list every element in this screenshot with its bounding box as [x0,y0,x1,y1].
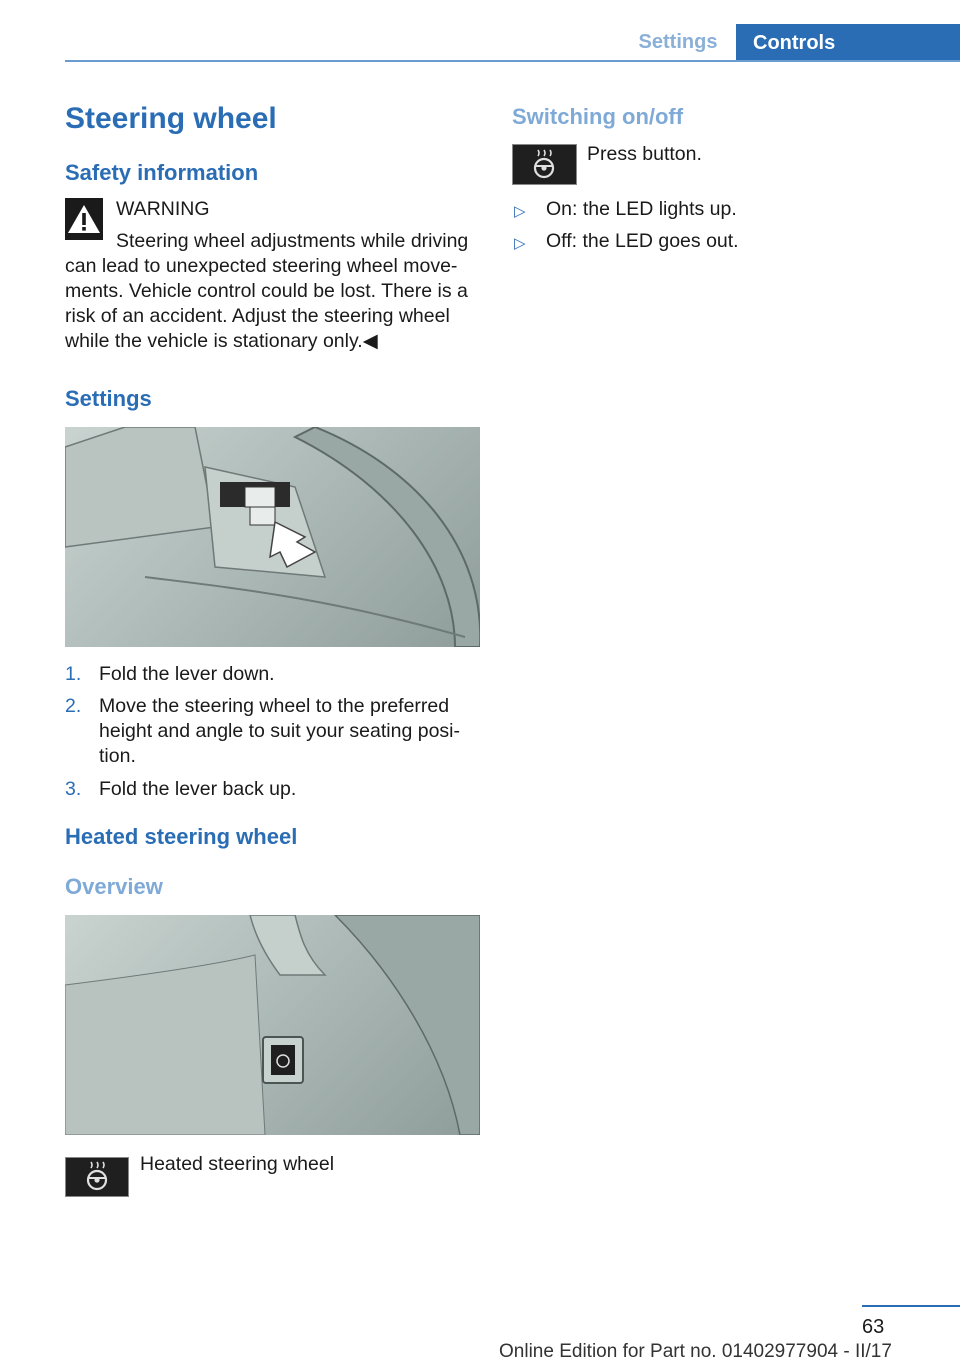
page-title: Steering wheel [65,102,277,135]
heated-steering-wheel-icon [65,1157,129,1197]
steering-lever-illustration [65,427,480,647]
triangle-bullet-icon: ▷ [514,235,526,252]
page-number: 63 [862,1316,885,1338]
tab-controls[interactable]: Controls [736,24,960,62]
header-rule [65,60,960,62]
warning-text: while the vehicle is stationary only.◀ [65,330,378,352]
step-number: 2. [65,695,82,717]
step-text: tion. [99,745,136,767]
safety-heading: Safety information [65,160,259,185]
step-text: height and angle to suit your seating posi- [99,720,460,742]
list-item: Off: the LED goes out. [546,230,739,252]
warning-text: Steering wheel adjustments while driving [116,230,469,252]
heated-steering-wheel-button-icon [512,144,577,185]
footer-rule [862,1305,960,1307]
icon-caption: Heated steering wheel [140,1153,335,1175]
warning-text: risk of an accident. Adjust the steering wheel [65,305,450,327]
warning-text: can lead to unexpected steering wheel move- [65,255,458,277]
switch-heading: Switching on/off [512,104,684,129]
step-text: Move the steering wheel to the preferred [99,695,450,717]
warning-icon [65,198,103,240]
heated-heading: Heated steering wheel [65,824,298,849]
step-number: 3. [65,778,82,800]
list-item: On: the LED lights up. [546,198,737,220]
tab-settings[interactable]: Settings [638,31,718,53]
step-text: Fold the lever down. [99,663,275,685]
warning-label: WARNING [116,198,210,220]
warning-text: ments. Vehicle control could be lost. There is a [65,280,468,302]
step-text: Fold the lever back up. [99,778,297,800]
step-number: 1. [65,663,82,685]
overview-heading: Overview [65,874,163,899]
footer-edition: Online Edition for Part no. 01402977904 - II/17 [499,1341,892,1362]
press-text: Press button. [587,143,702,165]
triangle-bullet-icon: ▷ [514,203,526,220]
heated-button-illustration [65,915,480,1135]
settings-heading: Settings [65,386,152,411]
